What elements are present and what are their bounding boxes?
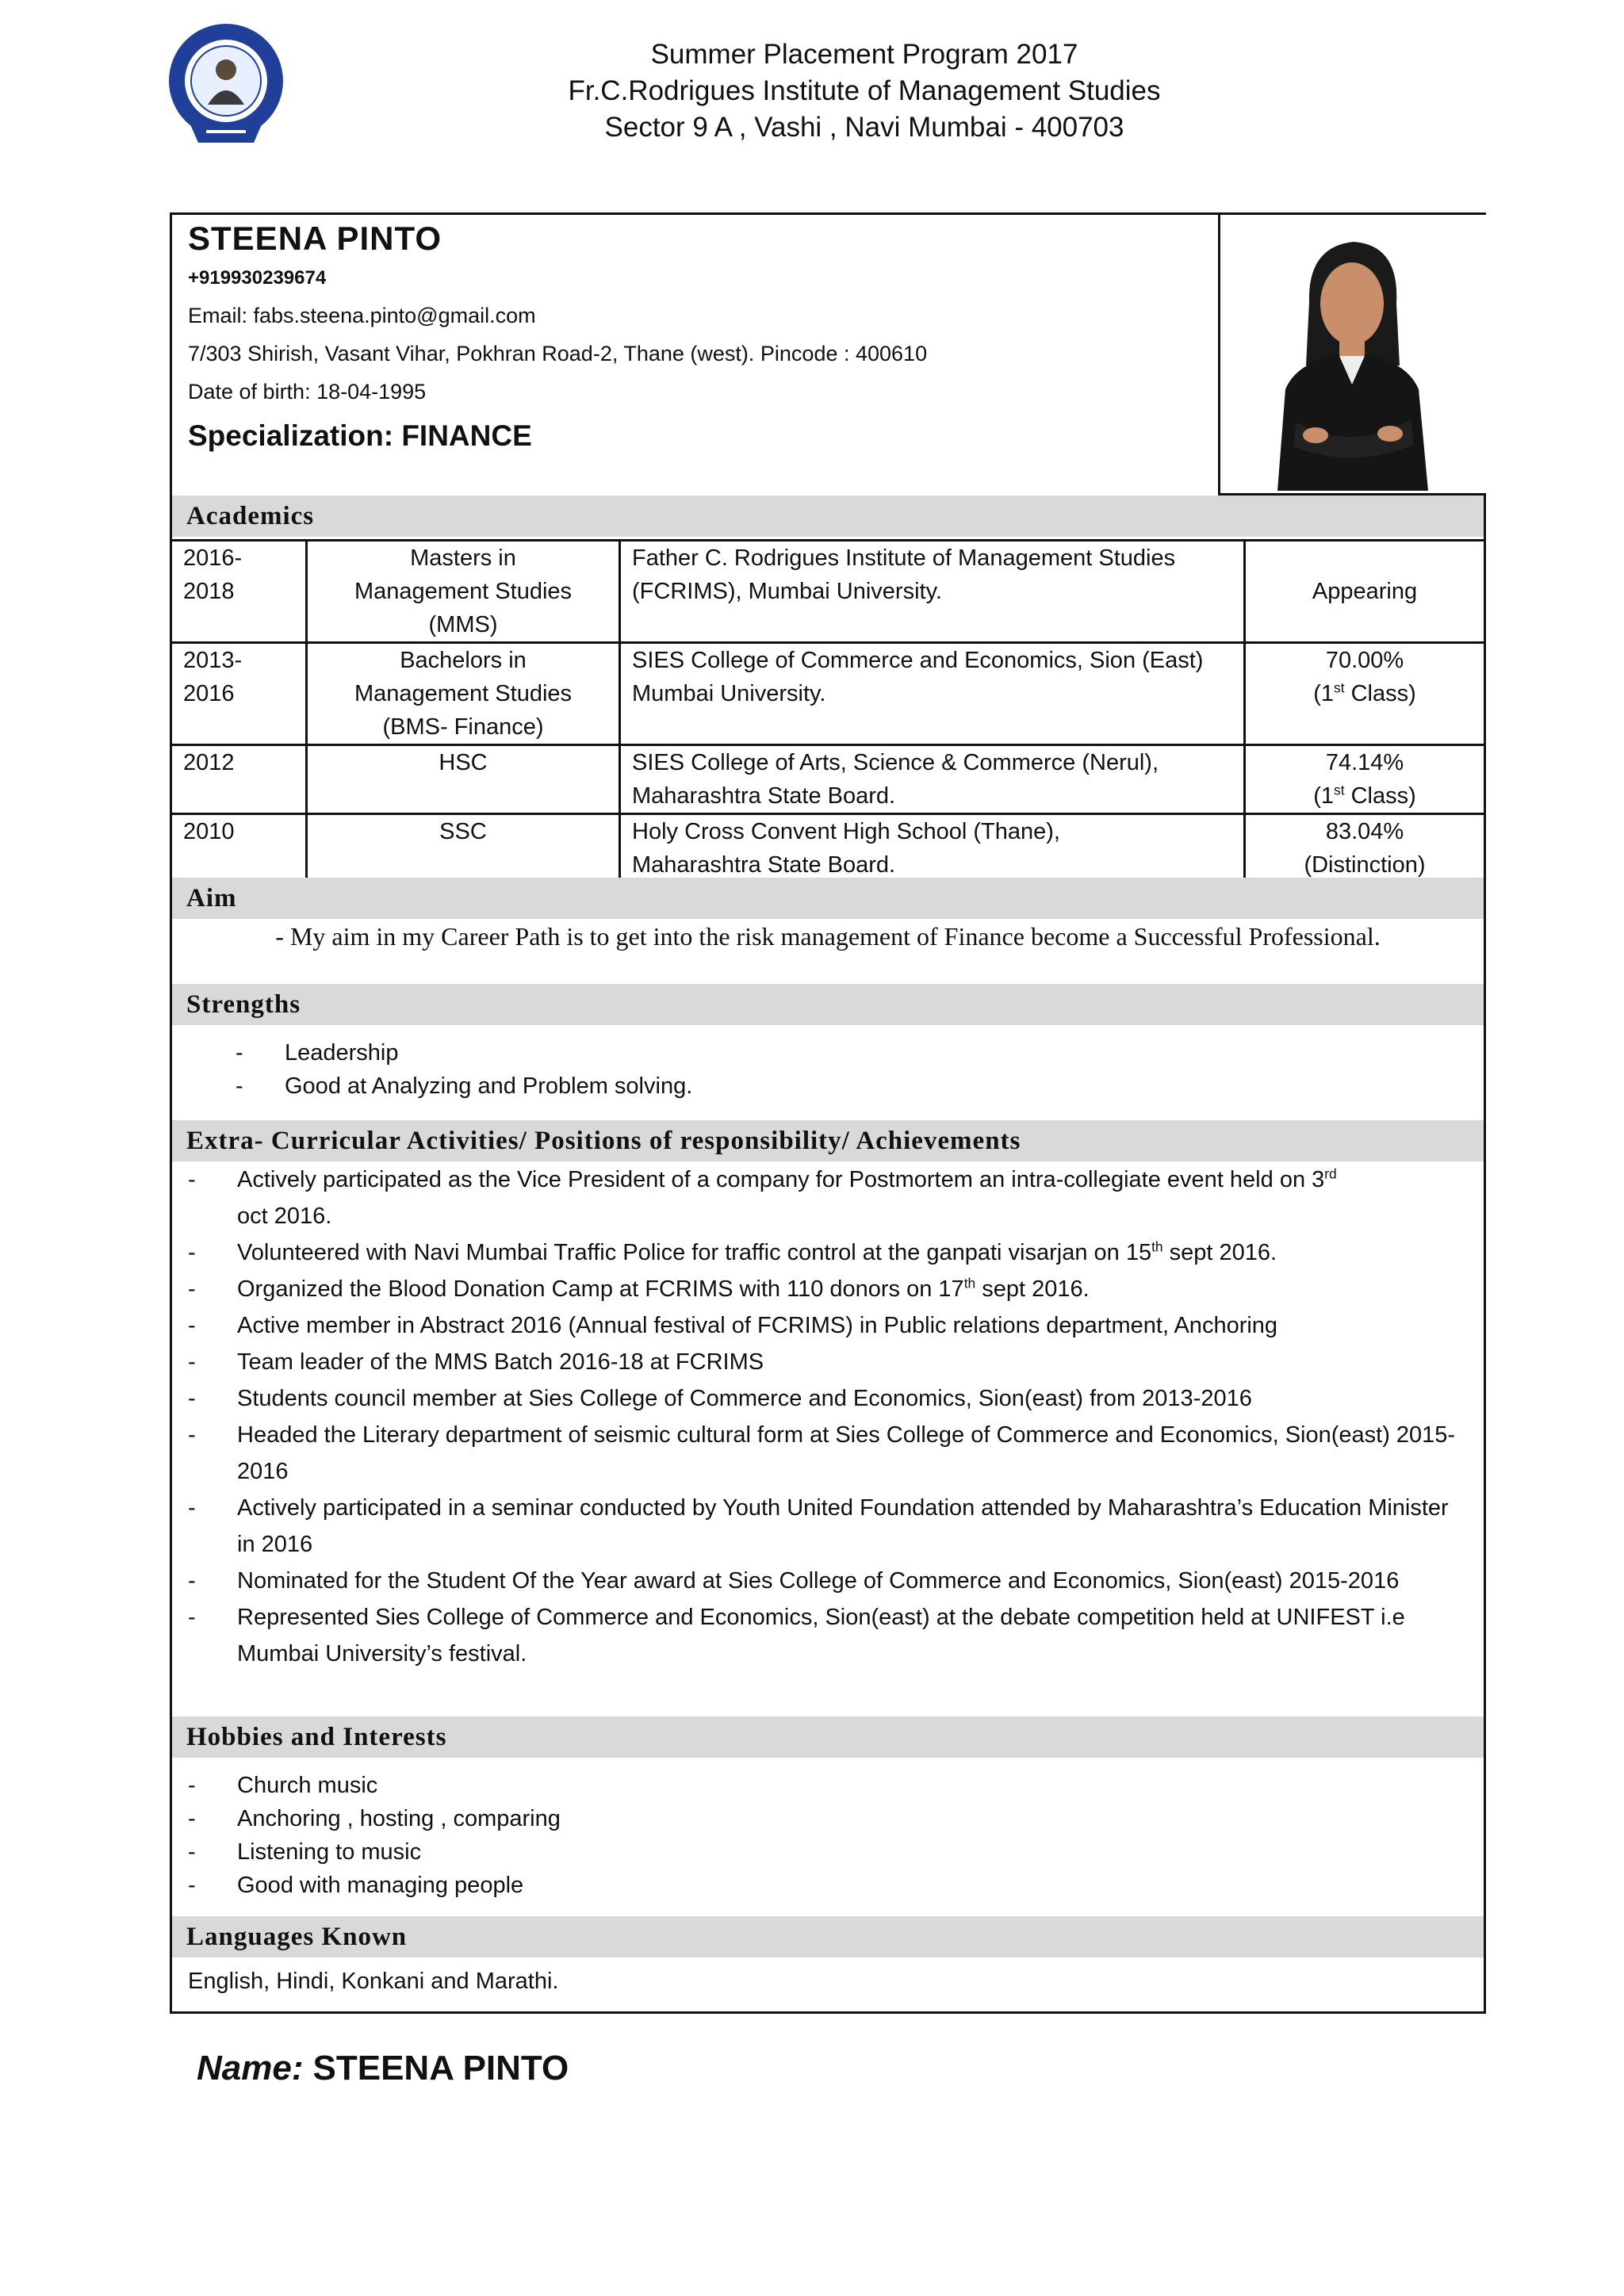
placement-header (444, 36, 1285, 146)
year-cell: 2010 (172, 814, 307, 882)
list-item: - Good at Analyzing and Problem solving. (285, 1070, 692, 1103)
footer-name (197, 2049, 569, 2088)
resume-box (170, 212, 1486, 2014)
person-portrait-icon (1220, 215, 1484, 491)
list-item: - Students council member at Sies College of Commerce and Economics, Sion(east) from 2013-2016 (188, 1380, 1473, 1417)
institute-cell: SIES College of Commerce and Economics, Sion (East) Mumbai University. (620, 643, 1245, 745)
candidate-name: STEENA PINTO (188, 220, 442, 257)
section-hobbies: Hobbies and Interests (172, 1716, 1484, 1758)
year-cell: 2016- 2018 (172, 541, 307, 643)
section-extra-curricular: Extra- Curricular Activities/ Positions of responsibility/ Achievements (172, 1120, 1484, 1161)
institute-cell: Father C. Rodrigues Institute of Management Studies (FCRIMS), Mumbai University. (620, 541, 1245, 643)
list-item: - Actively participated as the Vice President of a company for Postmortem an intra-collegiate event held on 3rd oct 2016. (188, 1161, 1473, 1234)
degree-cell: SSC (307, 814, 620, 882)
degree-cell: Masters in Management Studies (MMS) (307, 541, 620, 643)
result-cell: Appearing (1245, 541, 1484, 643)
table-row (172, 541, 1484, 643)
list-item: - Active member in Abstract 2016 (Annual festival of FCRIMS) in Public relations department, Anchoring (188, 1307, 1473, 1344)
table-row (172, 745, 1484, 814)
list-item: - Anchoring , hosting , comparing (188, 1802, 561, 1835)
aim-text: - My aim in my Career Path is to get into the risk management of Finance become a Successful Professional. (275, 922, 1381, 951)
hobbies-list (188, 1769, 561, 1902)
footer-name-label: Name: (197, 2049, 304, 2087)
header-address: Sector 9 A , Vashi , Navi Mumbai - 400703 (604, 112, 1124, 143)
strengths-list (285, 1036, 692, 1103)
footer-name-value: STEENA PINTO (312, 2049, 569, 2087)
section-languages: Languages Known (172, 1916, 1484, 1957)
list-item: - Volunteered with Navi Mumbai Traffic Police for traffic control at the ganpati visarjan on 15th sept 2016. (188, 1234, 1473, 1271)
degree-cell: HSC (307, 745, 620, 814)
header-institute: Fr.C.Rodrigues Institute of Management Studies (568, 75, 1161, 106)
section-strengths: Strengths (172, 984, 1484, 1025)
list-item: - Listening to music (188, 1835, 561, 1869)
year-cell: 2012 (172, 745, 307, 814)
header-program: Summer Placement Program 2017 (650, 39, 1078, 70)
list-item: - Team leader of the MMS Batch 2016-18 at FCRIMS (188, 1344, 1473, 1380)
section-aim: Aim (172, 878, 1484, 919)
languages-text: English, Hindi, Konkani and Marathi. (188, 1969, 559, 1994)
result-cell: 83.04% (Distinction) (1245, 814, 1484, 882)
list-item: - Good with managing people (188, 1869, 561, 1902)
degree-cell: Bachelors in Management Studies (BMS- Finance) (307, 643, 620, 745)
academics-table (172, 539, 1484, 882)
list-item: - Represented Sies College of Commerce and Economics, Sion(east) at the debate competition held at UNIFEST i.e Mumbai University’s festival. (188, 1599, 1473, 1672)
result-cell: 70.00% (1st Class) (1245, 643, 1484, 745)
list-item: - Actively participated in a seminar conducted by Youth United Foundation attended by Maharashtra’s Education Minister in 2016 (188, 1490, 1473, 1563)
email: Email: fabs.steena.pinto@gmail.com (188, 304, 536, 327)
specialization: Specialization: FINANCE (188, 419, 532, 452)
table-row (172, 643, 1484, 745)
date-of-birth: Date of birth: 18-04-1995 (188, 380, 427, 404)
list-item: - Headed the Literary department of seismic cultural form at Sies College of Commerce and Economics, Sion(east) 2015-2016 (188, 1417, 1473, 1490)
institute-cell: Holy Cross Convent High School (Thane), Maharashtra State Board. (620, 814, 1245, 882)
institute-cell: SIES College of Arts, Science & Commerce (Nerul), Maharashtra State Board. (620, 745, 1245, 814)
list-item: - Leadership (285, 1036, 692, 1070)
result-cell: 74.14% (1st Class) (1245, 745, 1484, 814)
extra-curricular-list (188, 1161, 1473, 1672)
list-item: - Church music (188, 1769, 561, 1802)
table-row (172, 814, 1484, 882)
address: 7/303 Shirish, Vasant Vihar, Pokhran Road-2, Thane (west). Pincode : 400610 (188, 342, 928, 365)
list-item: - Nominated for the Student Of the Year award at Sies College of Commerce and Economics, Sion(east) 2015-2016 (188, 1563, 1473, 1599)
year-cell: 2013- 2016 (172, 643, 307, 745)
photo-frame (1218, 215, 1486, 496)
section-academics: Academics (172, 496, 1484, 537)
institute-logo (159, 17, 293, 152)
list-item: - Organized the Blood Donation Camp at FCRIMS with 110 donors on 17th sept 2016. (188, 1271, 1473, 1307)
phone-number: +919930239674 (188, 267, 327, 289)
